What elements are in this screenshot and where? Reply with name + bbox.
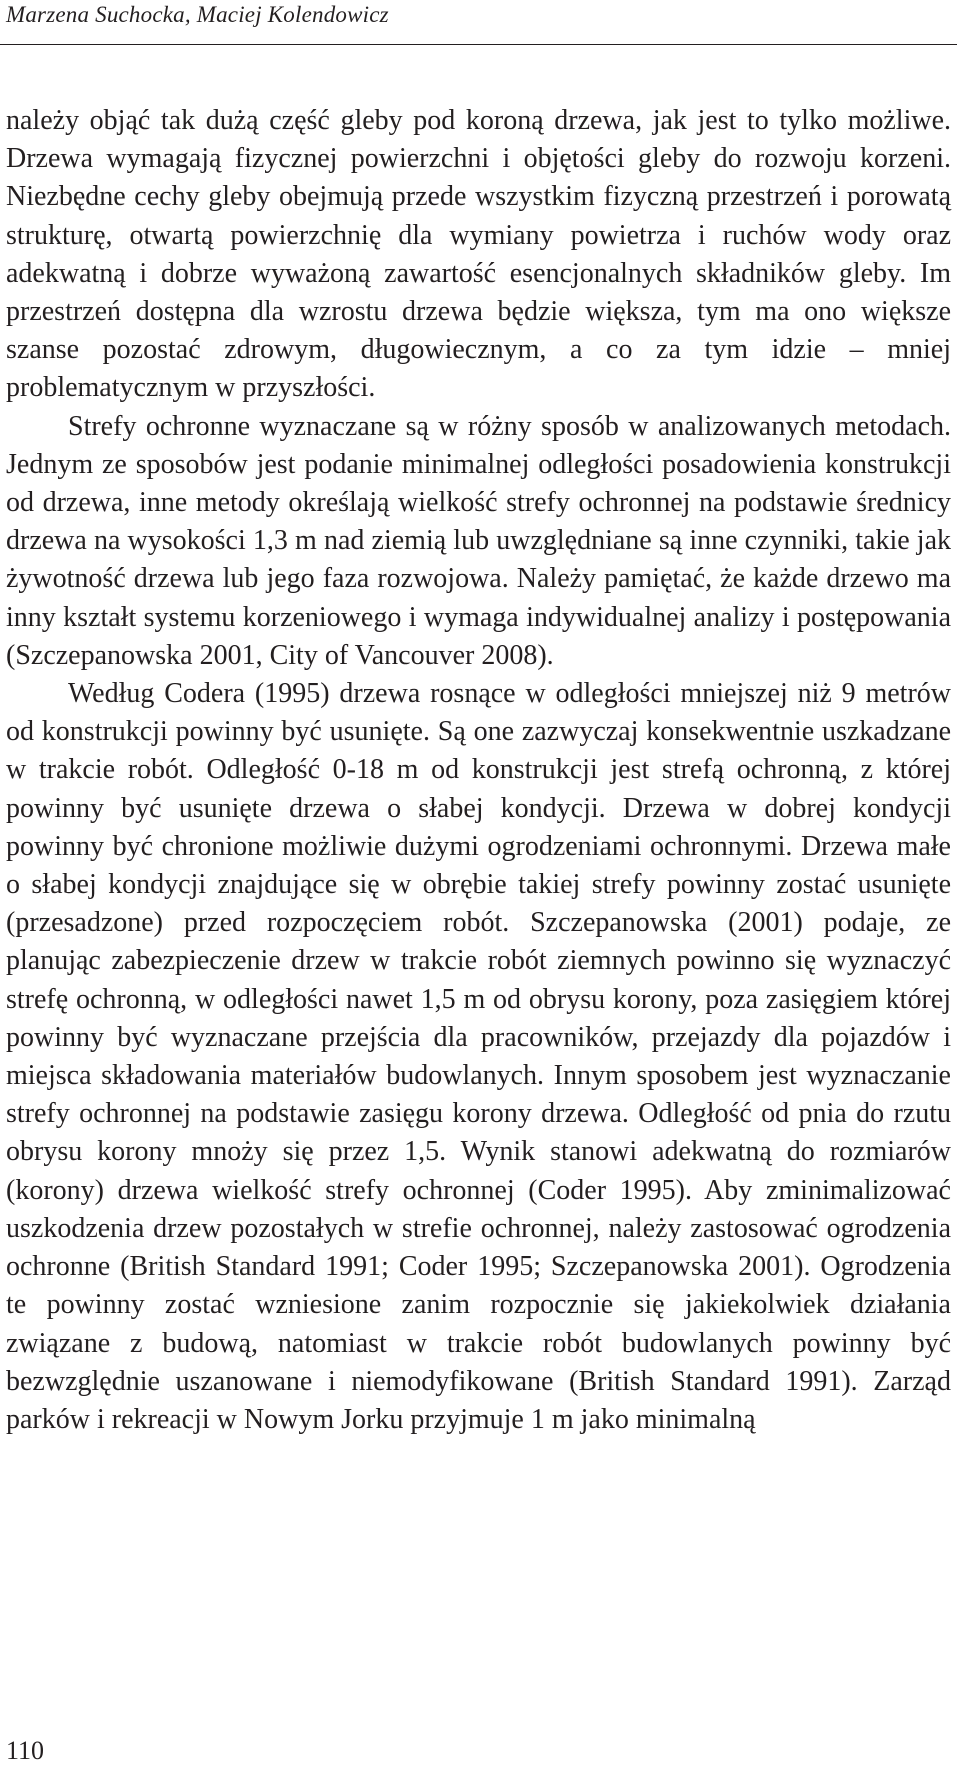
paragraph-protection-zones: Strefy ochronne wyznaczane są w różny sposób w analizowanych metodach. Jednym ze sposobów jest podanie minimalnej odległości posadowienia konstrukcji od drzewa, inne metody określają wielkość strefy ochronnej na podstawie średnicy drzewa na wysokości 1,3 m nad ziemią lub uwzględniane są inne czynniki, takie jak żywotność drzewa lub jego faza rozwojowa. Należy pamiętać, że każde drzewo ma inny kształt systemu korzeniowego i wymaga indywidualnej analizy i postępowania (Szczepanowska 2001, City of Vancouver 2008).	[6, 410, 951, 671]
paragraph-continuation: należy objąć tak dużą część gleby pod koroną drzewa, jak jest to tylko możliwe. Drzewa wymagają fizycznej powierzchni i objętości gleby do rozwoju korzeni. Niezbędne cechy gleby obejmują przede wszystkim fizyczną przestrzeń i porowatą strukturę, otwartą powierzchnię dla wymiany powietrza i ruchów wody oraz adekwatną i dobrze wyważoną zawartość esencjonalnych składników gleby. Im przestrzeń dostępna dla wzrostu drzewa będzie większa, tym ma ono większe szanse pozostać zdrowym, długowiecznym, a co za tym idzie – mniej problematycznym w przyszłości.	[6, 105, 951, 404]
running-header-authors: Marzena Suchocka, Maciej Kolendowicz	[6, 2, 389, 27]
body-text	[6, 102, 951, 1439]
header-rule	[0, 44, 957, 45]
paragraph-coder-method: Według Codera (1995) drzewa rosnące w odległości mniejszej niż 9 metrów od konstrukcji powinny być usunięte. Są one zazwyczaj konsekwentnie uszkadzane w trakcie robót. Odległość 0-18 m od konstrukcji jest strefą ochronną, z której powinny być usunięte drzewa o słabej kondycji. Drzewa w dobrej kondycji powinny być chronione możliwie dużymi ogrodzeniami ochronnymi. Drzewa małe o słabej kondycji znajdujące się w obrębie takiej strefy powinny zostać usunięte (przesadzone) przed rozpoczęciem robót. Szczepanowska (2001) podaje, ze planując zabezpieczenie drzew w trakcie robót ziemnych powinno się wyznaczyć strefę ochronną, w odległości nawet 1,5 m od obrysu korony, poza zasięgiem której powinny być wyznaczane przejścia dla pracowników, przejazdy dla pojazdów i miejsca składowania materiałów budowlanych. Innym sposobem jest wyznaczanie strefy ochronnej na podstawie zasięgu korony drzewa. Odległość od pnia do rzutu obrysu korony mnoży się przez 1,5. Wynik stanowi adekwatną do rozmiarów (korony) drzewa wielkość strefy ochronnej (Coder 1995). Aby zminimalizować uszkodzenia drzew pozostałych w strefie ochronnej, należy zastosować ogrodzenia ochronne (British Standard 1991; Coder 1995; Szczepanowska 2001). Ogrodzenia te powinny zostać wzniesione zanim rozpocznie się jakiekolwiek działania związane z budową, natomiast w trakcie robót budowlanych powinny być bezwzględnie uszanowane i niemodyfikowane (British Standard 1991). Zarząd parków i rekreacji w Nowym Jorku przyjmuje 1 m jako minimalną	[6, 678, 951, 1435]
page-number: 110	[6, 1736, 45, 1765]
